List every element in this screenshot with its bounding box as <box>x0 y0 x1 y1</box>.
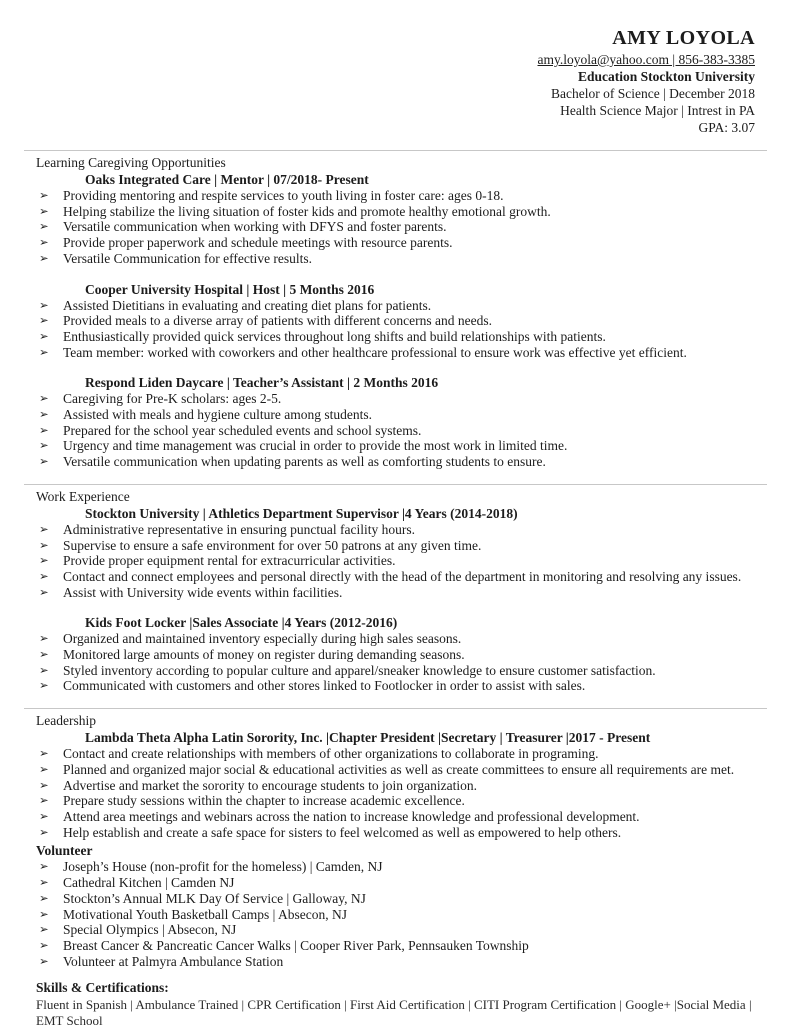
section-label: Volunteer <box>36 843 93 859</box>
section <box>36 484 755 694</box>
bullet-text: Cathedral Kitchen | Camden NJ <box>63 875 235 891</box>
arrow-bullet-icon: ➢ <box>39 454 49 469</box>
arrow-bullet-icon: ➢ <box>39 328 49 343</box>
arrow-bullet-icon: ➢ <box>39 250 49 265</box>
arrow-bullet-icon: ➢ <box>39 808 49 823</box>
bullet-item <box>36 793 755 809</box>
arrow-bullet-icon: ➢ <box>39 793 49 808</box>
bullet-item <box>36 345 755 361</box>
bullet-text: Planned and organized major social & educational activities as well as create committees to ensure all requirements are met. <box>63 761 735 777</box>
bullet-text: Helping stabilize the living situation of foster kids and promote healthy emotional growth. <box>63 203 551 219</box>
arrow-bullet-icon: ➢ <box>39 568 49 583</box>
bullet-item <box>36 423 755 439</box>
bullet-text: Contact and create relationships with members of other organizations to collaborate in programing. <box>63 746 599 762</box>
bullet-text: Styled inventory according to popular culture and apparel/sneaker knowledge to ensure customer satisfaction. <box>63 662 656 678</box>
job-entry <box>36 171 755 267</box>
job-entry <box>36 859 755 969</box>
arrow-bullet-icon: ➢ <box>39 631 49 646</box>
arrow-bullet-icon: ➢ <box>39 662 49 677</box>
bullet-text: Joseph’s House (non-profit for the homeless) | Camden, NJ <box>63 859 383 875</box>
arrow-bullet-icon: ➢ <box>39 203 49 218</box>
section-label: Leadership <box>36 713 96 729</box>
arrow-bullet-icon: ➢ <box>39 344 49 359</box>
arrow-bullet-icon: ➢ <box>39 521 49 536</box>
bullet-text: Provide proper paperwork and schedule meetings with resource parents. <box>63 235 453 251</box>
bullet-item <box>36 188 755 204</box>
bullet-item <box>36 891 755 907</box>
section <box>36 842 755 969</box>
arrow-bullet-icon: ➢ <box>39 438 49 453</box>
bullet-text: Provided meals to a diverse array of patients with different concerns and needs. <box>63 313 492 329</box>
bullet-text: Stockton’s Annual MLK Day Of Service | Galloway, NJ <box>63 890 366 906</box>
arrow-bullet-icon: ➢ <box>39 219 49 234</box>
bullet-item <box>36 954 755 970</box>
bullet-text: Organized and maintained inventory especially during high sales seasons. <box>63 631 462 647</box>
arrow-bullet-icon: ➢ <box>39 422 49 437</box>
bullet-item <box>36 219 755 235</box>
arrow-bullet-icon: ➢ <box>39 859 49 874</box>
bullet-item <box>36 522 755 538</box>
bullet-item <box>36 298 755 314</box>
bullet-text: Special Olympics | Absecon, NJ <box>63 922 237 938</box>
bullet-item <box>36 859 755 875</box>
bullet-text: Monitored large amounts of money on register during demanding seasons. <box>63 647 465 663</box>
arrow-bullet-icon: ➢ <box>39 297 49 312</box>
arrow-bullet-icon: ➢ <box>39 746 49 761</box>
bullet-item <box>36 907 755 923</box>
bullet-item <box>36 569 755 585</box>
bullet-text: Volunteer at Palmyra Ambulance Station <box>63 953 284 969</box>
bullet-text: Enthusiastically provided quick services throughout long shifts and build relationships with patients. <box>63 328 606 344</box>
education-school-line: Education Stockton University <box>577 69 755 84</box>
bullet-item <box>36 678 755 694</box>
bullet-text: Prepare study sessions within the chapter to increase academic excellence. <box>63 793 465 809</box>
bullet-text: Contact and connect employees and personal directly with the head of the department in monitoring and resolving any issues. <box>63 568 742 584</box>
section <box>36 150 755 470</box>
bullet-text: Help establish and create a safe space for sisters to feel welcomed as well as empowered to help others. <box>63 824 622 840</box>
bullet-list <box>36 391 755 470</box>
bullet-item <box>36 538 755 554</box>
bullet-item <box>36 391 755 407</box>
arrow-bullet-icon: ➢ <box>39 937 49 952</box>
section-label: Work Experience <box>36 488 130 504</box>
bullet-item <box>36 313 755 329</box>
bullet-item <box>36 329 755 345</box>
section-divider <box>24 484 767 485</box>
bullet-list <box>36 522 755 601</box>
bullet-text: Versatile Communication for effective results. <box>63 250 313 266</box>
bullet-text: Breast Cancer & Pancreatic Cancer Walks | Cooper River Park, Pennsauken Township <box>63 937 529 953</box>
job-entry <box>36 281 755 361</box>
bullet-text: Assist with University wide events within facilities. <box>63 584 343 600</box>
bullet-text: Advertise and market the sorority to encourage students to join organization. <box>63 777 478 793</box>
arrow-bullet-icon: ➢ <box>39 777 49 792</box>
job-title: Lambda Theta Alpha Latin Sorority, Inc. |Chapter President |Secretary | Treasurer |2017 - Present <box>85 730 651 746</box>
bullet-text: Assisted Dietitians in evaluating and creating diet plans for patients. <box>63 297 432 313</box>
contact-link[interactable]: amy.loyola@yahoo.com | 856-383-3385 <box>537 52 755 67</box>
bullet-text: Administrative representative in ensuring punctual facility hours. <box>63 521 416 537</box>
arrow-bullet-icon: ➢ <box>39 890 49 905</box>
bullet-text: Supervise to ensure a safe environment for over 50 patrons at any given time. <box>63 537 482 553</box>
skills-line: Fluent in Spanish | Ambulance Trained | CPR Certification | First Aid Certification | CITI Program Certification | Google+ |Social Media | EMT School <box>36 997 752 1029</box>
bullet-text: Prepared for the school year scheduled events and school systems. <box>63 422 422 438</box>
bullet-list <box>36 859 755 969</box>
section <box>36 979 755 1029</box>
arrow-bullet-icon: ➢ <box>39 584 49 599</box>
degree-line: Bachelor of Science | December 2018 <box>551 86 755 101</box>
bullet-text: Attend area meetings and webinars across the nation to increase knowledge and professional development. <box>63 808 640 824</box>
job-title: Oaks Integrated Care | Mentor | 07/2018- Present <box>85 172 369 187</box>
bullet-item <box>36 647 755 663</box>
job-entry <box>36 729 755 840</box>
arrow-bullet-icon: ➢ <box>39 407 49 422</box>
bullet-item <box>36 663 755 679</box>
job-title: Cooper University Hospital | Host | 5 Months 2016 <box>85 281 375 297</box>
bullet-list <box>36 746 755 840</box>
bullet-item <box>36 585 755 601</box>
job-title: Stockton University | Athletics Department Supervisor |4 Years (2014-2018) <box>85 505 518 521</box>
arrow-bullet-icon: ➢ <box>39 922 49 937</box>
section <box>36 708 755 840</box>
bullet-text: Caregiving for Pre-K scholars: ages 2-5. <box>63 391 282 407</box>
arrow-bullet-icon: ➢ <box>39 537 49 552</box>
bullet-item <box>36 235 755 251</box>
bullet-text: Provide proper equipment rental for extracurricular activities. <box>63 553 396 569</box>
bullet-list <box>36 188 755 267</box>
bullet-item <box>36 204 755 220</box>
arrow-bullet-icon: ➢ <box>39 391 49 406</box>
bullet-item <box>36 875 755 891</box>
job-entry <box>36 505 755 601</box>
section-label: Learning Caregiving Opportunities <box>36 155 226 170</box>
bullet-item <box>36 825 755 841</box>
resume-body <box>36 150 755 1029</box>
job-entry <box>36 374 755 470</box>
bullet-text: Versatile communication when working with DFYS and foster parents. <box>63 219 447 235</box>
bullet-text: Team member: worked with coworkers and other healthcare professional to ensure work was effective yet efficient. <box>63 344 687 360</box>
bullet-item <box>36 922 755 938</box>
arrow-bullet-icon: ➢ <box>39 906 49 921</box>
section-label: Skills & Certifications: <box>36 980 169 996</box>
arrow-bullet-icon: ➢ <box>39 761 49 776</box>
bullet-item <box>36 631 755 647</box>
bullet-list <box>36 298 755 361</box>
arrow-bullet-icon: ➢ <box>39 824 49 839</box>
bullet-item <box>36 809 755 825</box>
job-title: Respond Liden Daycare | Teacher’s Assistant | 2 Months 2016 <box>85 375 439 391</box>
arrow-bullet-icon: ➢ <box>39 875 49 890</box>
bullet-item <box>36 251 755 267</box>
bullet-text: Motivational Youth Basketball Camps | Absecon, NJ <box>63 906 347 922</box>
resume-header <box>36 0 755 136</box>
arrow-bullet-icon: ➢ <box>39 188 49 202</box>
bullet-text: Versatile communication when updating parents as well as comforting students to ensure. <box>63 454 546 470</box>
bullet-item <box>36 553 755 569</box>
bullet-text: Communicated with customers and other stores linked to Footlocker in order to assist with sales. <box>63 678 586 694</box>
bullet-item <box>36 407 755 423</box>
job-title: Kids Foot Locker |Sales Associate |4 Years (2012-2016) <box>85 615 398 631</box>
bullet-text: Assisted with meals and hygiene culture among students. <box>63 407 372 423</box>
bullet-item <box>36 454 755 470</box>
major-line: Health Science Major | Intrest in PA <box>560 103 755 118</box>
bullet-item <box>36 938 755 954</box>
arrow-bullet-icon: ➢ <box>39 313 49 328</box>
bullet-item <box>36 746 755 762</box>
bullet-text: Providing mentoring and respite services to youth living in foster care: ages 0-18. <box>63 188 504 203</box>
section-divider <box>24 708 767 709</box>
arrow-bullet-icon: ➢ <box>39 235 49 250</box>
person-name: AMY LOYOLA <box>612 27 755 49</box>
arrow-bullet-icon: ➢ <box>39 953 49 968</box>
bullet-item <box>36 762 755 778</box>
bullet-item <box>36 438 755 454</box>
bullet-list <box>36 631 755 694</box>
job-entry <box>36 614 755 694</box>
arrow-bullet-icon: ➢ <box>39 678 49 693</box>
section-divider <box>24 150 767 151</box>
bullet-item <box>36 778 755 794</box>
arrow-bullet-icon: ➢ <box>39 647 49 662</box>
bullet-text: Urgency and time management was crucial in order to provide the most work in limited time. <box>63 438 568 454</box>
gpa-line: GPA: 3.07 <box>698 120 755 135</box>
arrow-bullet-icon: ➢ <box>39 553 49 568</box>
